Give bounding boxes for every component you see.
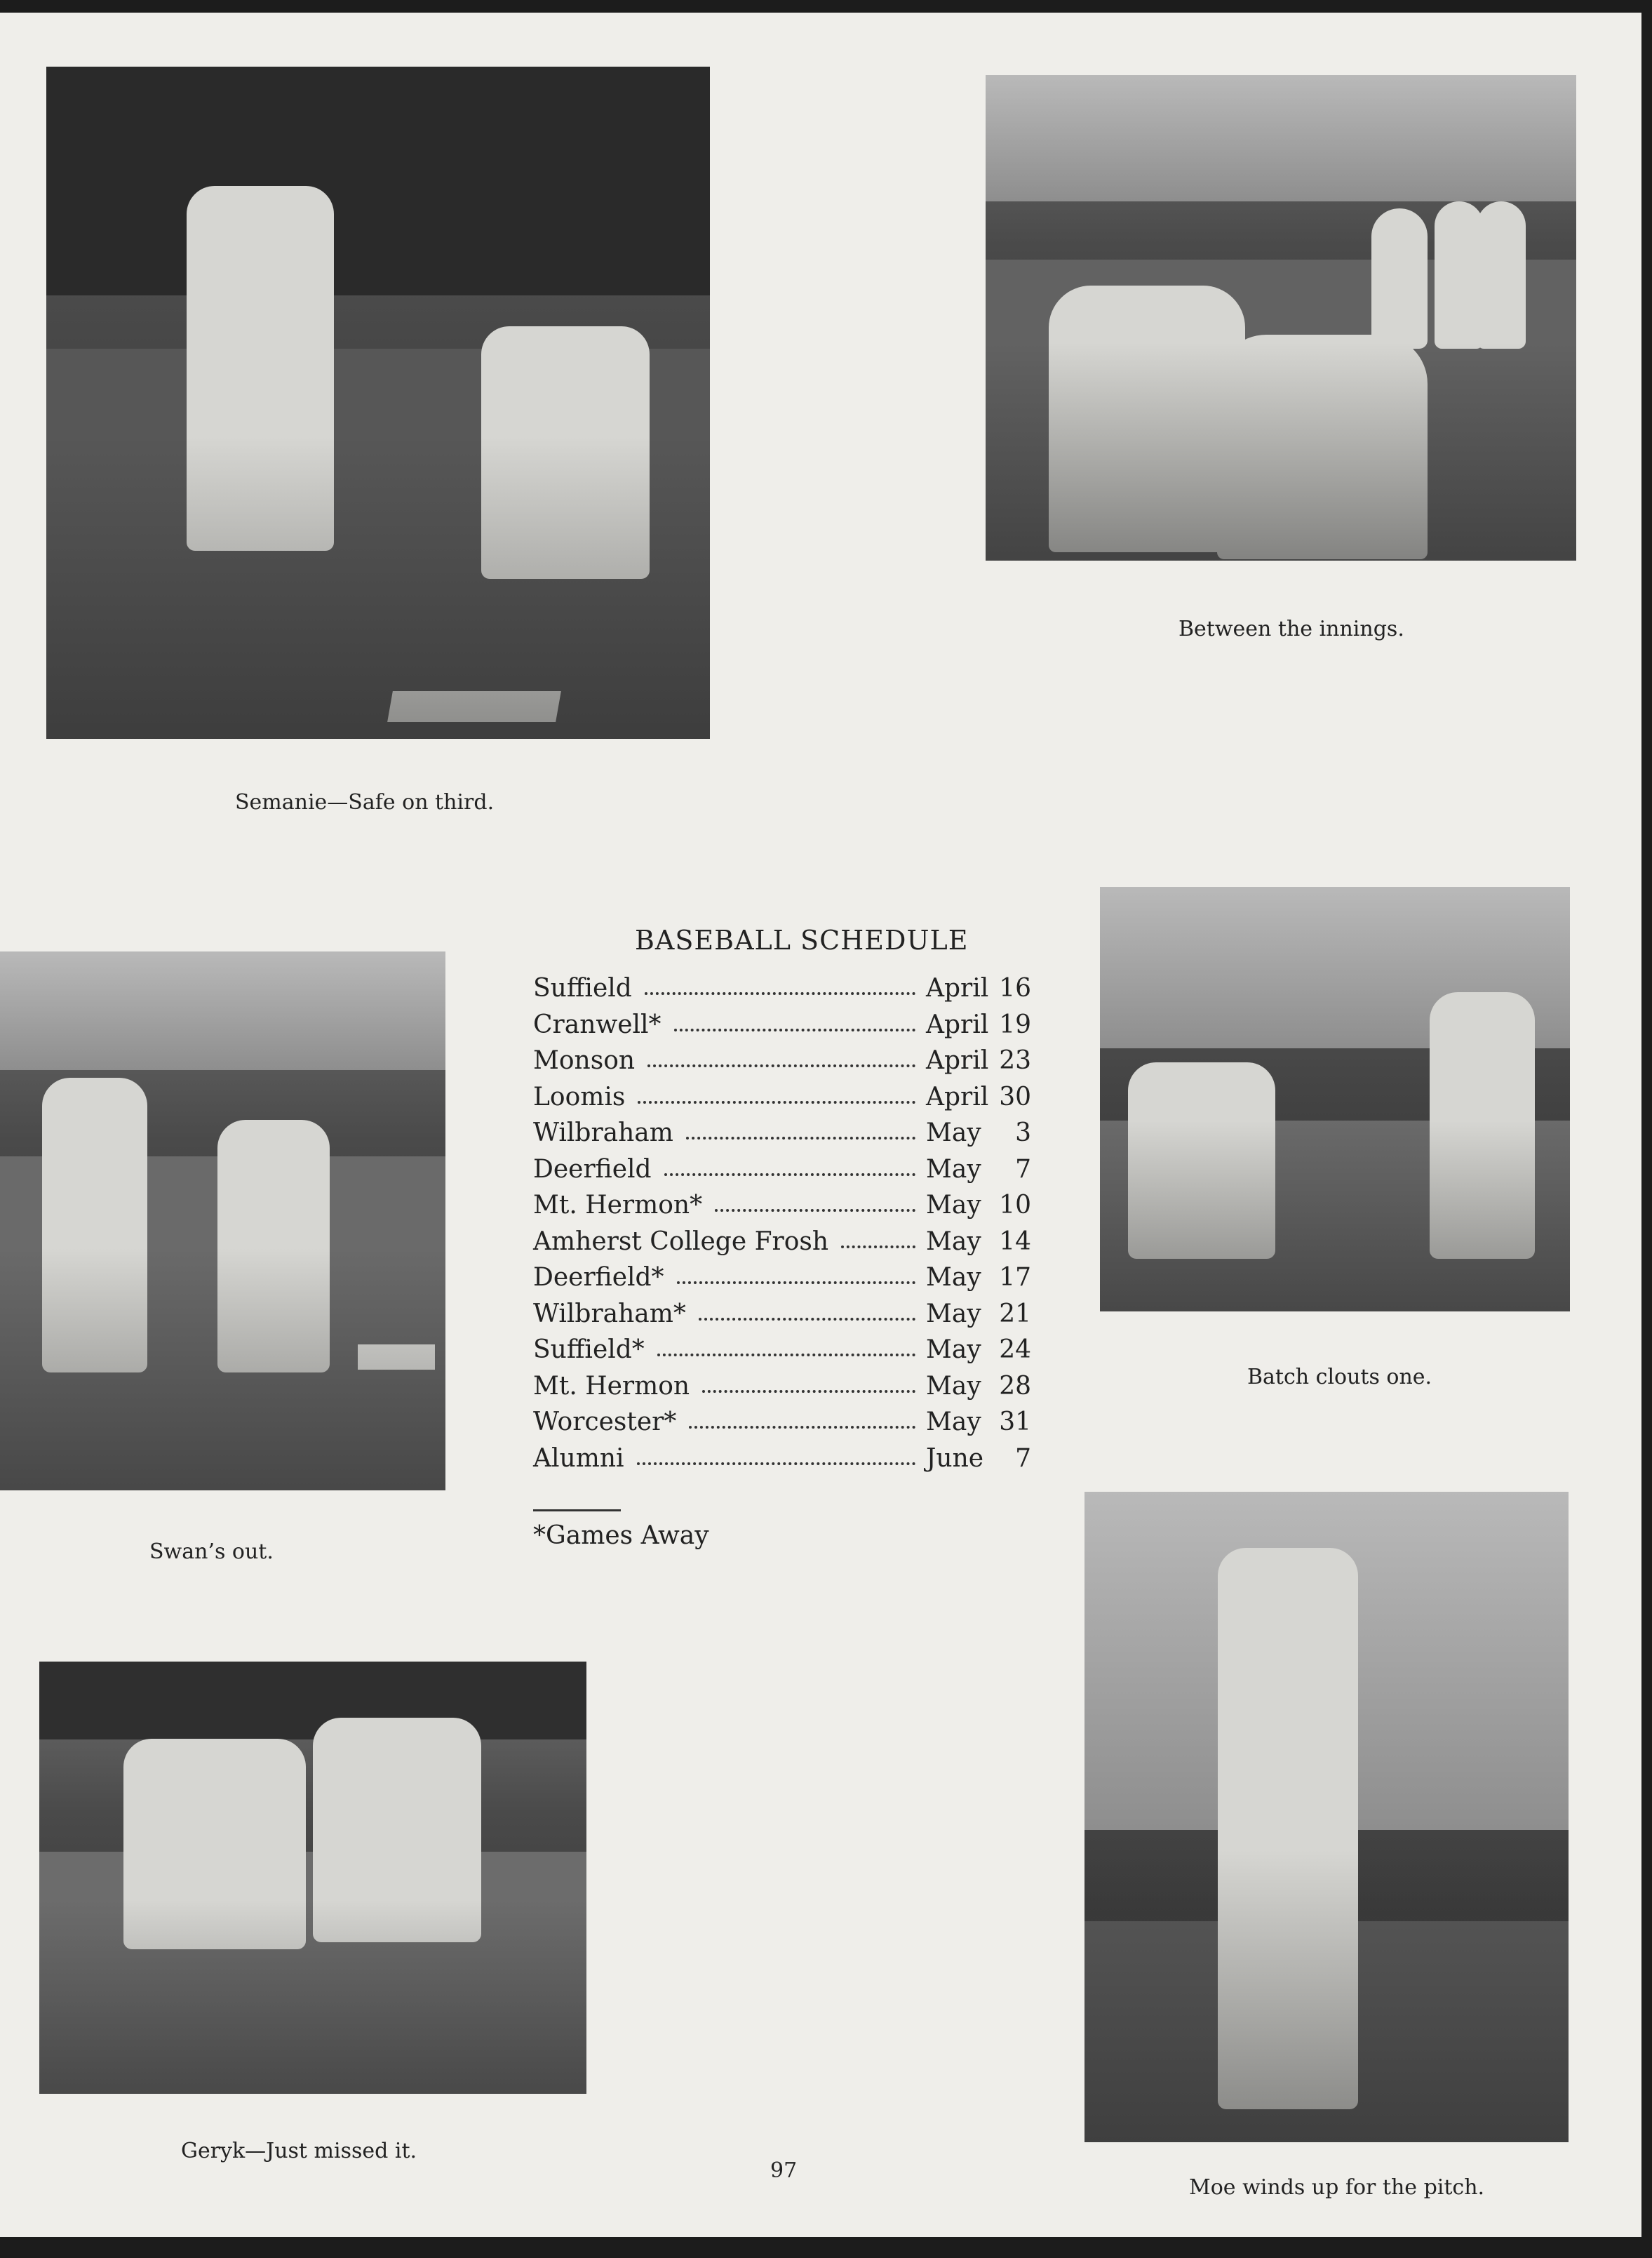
caption-swans-out: Swan’s out. xyxy=(149,1539,274,1564)
schedule-team: Amherst College Frosh xyxy=(533,1227,829,1256)
schedule-day: 23 xyxy=(999,1046,1031,1075)
schedule-leader-dots xyxy=(664,1173,915,1176)
schedule-row xyxy=(533,1083,1031,1119)
schedule-row xyxy=(533,1010,1031,1047)
schedule-row xyxy=(533,1155,1031,1191)
schedule-team: Worcester* xyxy=(533,1408,677,1436)
schedule-month: May xyxy=(926,1191,981,1220)
schedule-month: April xyxy=(926,974,989,1003)
schedule-title: BASEBALL SCHEDULE xyxy=(635,925,969,956)
caption-geryk: Geryk—Just missed it. xyxy=(181,2139,417,2163)
schedule-team: Suffield* xyxy=(533,1335,645,1364)
schedule-row xyxy=(533,1408,1031,1444)
schedule-day: 19 xyxy=(999,1010,1031,1039)
schedule-row xyxy=(533,974,1031,1010)
schedule-leader-dots xyxy=(677,1281,915,1284)
schedule-team: Mt. Hermon* xyxy=(533,1191,703,1220)
schedule-list xyxy=(533,974,1031,1480)
schedule-month: May xyxy=(926,1335,981,1364)
schedule-leader-dots xyxy=(674,1029,915,1031)
schedule-row xyxy=(533,1335,1031,1372)
schedule-leader-dots xyxy=(637,1462,915,1465)
schedule-row xyxy=(533,1263,1031,1300)
schedule-month: May xyxy=(926,1263,981,1292)
schedule-month: May xyxy=(926,1118,981,1147)
schedule-month: April xyxy=(926,1010,989,1039)
photo-semanie xyxy=(46,67,710,739)
photo-swans-out xyxy=(0,951,445,1490)
schedule-team: Deerfield xyxy=(533,1154,652,1184)
yearbook-page xyxy=(0,13,1641,2237)
schedule-team: Monson xyxy=(533,1046,636,1075)
schedule-leader-dots xyxy=(647,1064,915,1067)
schedule-day: 7 xyxy=(1015,1443,1031,1473)
schedule-day: 3 xyxy=(1015,1118,1031,1147)
page-number: 97 xyxy=(770,2158,798,2183)
schedule-row xyxy=(533,1046,1031,1083)
schedule-note: *Games Away xyxy=(533,1521,709,1550)
caption-between-innings: Between the innings. xyxy=(1178,617,1404,641)
schedule-row xyxy=(533,1300,1031,1336)
schedule-month: May xyxy=(926,1154,981,1184)
photo-moe xyxy=(1084,1492,1569,2142)
schedule-row xyxy=(533,1372,1031,1408)
schedule-row xyxy=(533,1118,1031,1155)
schedule-row xyxy=(533,1227,1031,1264)
schedule-day: 14 xyxy=(999,1227,1031,1256)
schedule-leader-dots xyxy=(702,1390,915,1393)
schedule-month: April xyxy=(926,1082,989,1111)
schedule-leader-dots xyxy=(686,1137,915,1140)
schedule-leader-dots xyxy=(699,1318,915,1321)
schedule-leader-dots xyxy=(715,1209,915,1212)
schedule-team: Suffield xyxy=(533,974,632,1003)
schedule-team: Wilbraham* xyxy=(533,1299,686,1328)
schedule-month: May xyxy=(926,1371,981,1401)
schedule-leader-dots xyxy=(657,1354,915,1356)
schedule-day: 17 xyxy=(999,1263,1031,1292)
schedule-month: June xyxy=(926,1443,984,1473)
schedule-team: Cranwell* xyxy=(533,1010,662,1039)
schedule-row xyxy=(533,1444,1031,1481)
caption-batch: Batch clouts one. xyxy=(1247,1365,1432,1389)
photo-geryk xyxy=(39,1662,586,2094)
caption-semanie: Semanie—Safe on third. xyxy=(235,790,495,815)
schedule-day: 24 xyxy=(999,1335,1031,1364)
schedule-month: May xyxy=(926,1299,981,1328)
caption-moe: Moe winds up for the pitch. xyxy=(1189,2175,1485,2200)
schedule-month: April xyxy=(926,1046,989,1075)
schedule-team: Loomis xyxy=(533,1082,626,1111)
schedule-day: 7 xyxy=(1015,1154,1031,1184)
schedule-leader-dots xyxy=(689,1426,915,1429)
schedule-day: 28 xyxy=(999,1371,1031,1401)
schedule-team: Mt. Hermon xyxy=(533,1371,690,1401)
schedule-leader-dots xyxy=(638,1101,915,1104)
photo-batch xyxy=(1100,887,1570,1311)
schedule-day: 31 xyxy=(999,1408,1031,1436)
schedule-divider xyxy=(533,1509,621,1511)
schedule-team: Alumni xyxy=(533,1443,624,1473)
schedule-leader-dots xyxy=(841,1245,915,1248)
schedule-day: 10 xyxy=(999,1191,1031,1220)
schedule-team: Wilbraham xyxy=(533,1118,673,1147)
schedule-day: 21 xyxy=(999,1299,1031,1328)
schedule-leader-dots xyxy=(645,992,915,995)
schedule-month: May xyxy=(926,1408,981,1436)
photo-between-innings xyxy=(986,75,1576,561)
schedule-month: May xyxy=(926,1227,981,1256)
schedule-day: 16 xyxy=(999,974,1031,1003)
schedule-team: Deerfield* xyxy=(533,1263,664,1292)
schedule-day: 30 xyxy=(999,1082,1031,1111)
schedule-row xyxy=(533,1191,1031,1227)
